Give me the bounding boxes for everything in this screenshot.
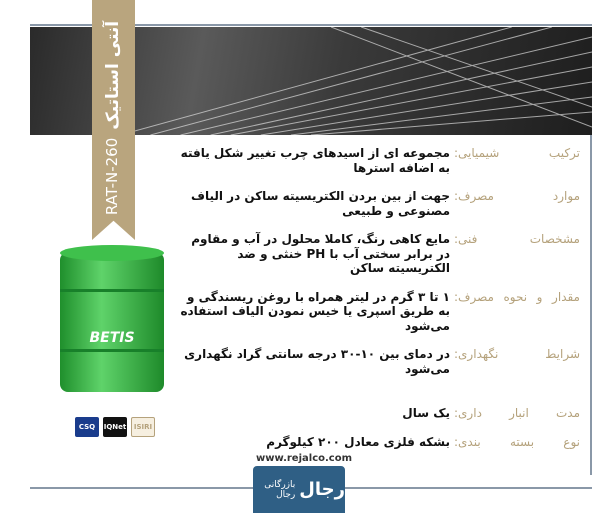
spec-value: بشکه فلزی معادل ۲۰۰ کیلوگرم [266,434,450,449]
spec-label: ترکیب شیمیایی: [454,146,580,160]
spec-value: مجموعه ای از اسیدهای چرب تغییر شکل یافته به اضافه استرها [180,146,450,175]
company-logo [253,466,345,513]
cert-iqnet: IQNet [103,417,127,437]
spec-row [170,347,580,376]
spec-value: یک سال [402,406,450,420]
spec-row [170,435,580,450]
logo-name: بازرگانی رجال [264,479,296,500]
product-code: RAT-N-260 [103,137,121,216]
spec-list [170,146,580,463]
right-border [590,135,592,475]
spec-label: موارد مصرف: [454,189,580,203]
spec-label: مقدار و نحوه مصرف: [454,289,580,304]
spec-value: جهت از بین بردن الکتریسیته ساکن در الیاف مصنوعی و طبیعی [191,189,450,218]
cert-isiri: ISIRI [131,417,155,437]
product-name: آنتی استاتیک [103,20,123,130]
spec-row [170,189,580,218]
spec-value: مایع کاهی رنگ، کاملا محلول در آب و مقاوم در برابر سختی آب با PH خنثی و ضد الکتریسیته ساکن [191,232,450,275]
spec-label: نوع بسته بندی: [454,434,580,449]
spec-value: در دمای بین ۱۰-۳۰ درجه سانتی گراد نگهداری می‌شود [184,347,450,376]
spec-label: شرایط نگهداری: [454,347,580,361]
product-title [103,21,123,215]
certification-logos [75,417,155,437]
logo-mark: رجال [299,479,345,500]
spec-label: مدت انبار داری: [454,406,580,420]
website-link[interactable]: www.rejalco.com [256,453,353,464]
spec-row [170,146,580,175]
spec-row [170,290,580,334]
product-drum-image [58,244,166,400]
spec-row [170,232,580,276]
spec-value: ۱ تا ۳ گرم در لیتر همراه با روغن ریسندگی و به طریق اسپری یا خیس نمودن الیاف استفاده می‌شود [180,289,450,333]
cert-csq: CSQ [75,417,99,437]
drum-brand-label: BETIS [89,330,135,346]
spec-row [170,406,580,421]
spec-label: مشخصات فنی: [454,232,580,246]
